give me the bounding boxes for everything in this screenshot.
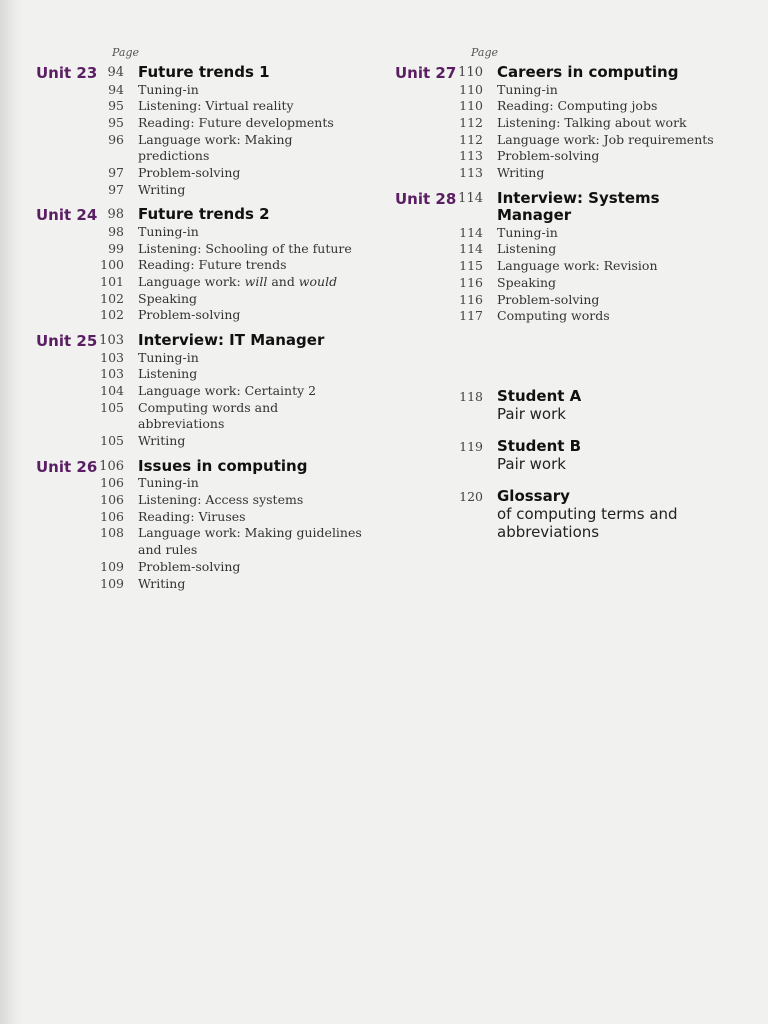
entry-text: Listening [138,366,198,382]
contents-entry [36,576,366,593]
contents-entry [36,274,366,291]
page-number: 101 [100,274,124,290]
extra-text [497,487,725,541]
contents-entry [395,292,725,309]
contents-entry [36,509,366,526]
page-number: 110 [459,98,483,114]
extra-title: Student B [497,436,582,455]
extra-section [395,487,725,541]
page-number: 116 [459,274,483,290]
page-number: 109 [100,575,124,591]
page-number: 119 [459,438,483,454]
page-number: 112 [459,131,483,147]
page-number: 103 [99,333,124,349]
entry-text: Language work: Job requirements [497,131,714,147]
entry-text: Tuning-in [497,81,558,97]
entry-text: Language work: Certainty 2 [138,383,317,399]
entry-text: Tuning-in [497,224,558,240]
unit-label: Unit 25 [36,332,98,351]
entry-text: Tuning-in [138,475,199,491]
page-number: 98 [107,207,124,223]
page-column-header: Page [112,46,140,59]
contents-entry [36,433,366,450]
entry-text: Reading: Future developments [138,114,334,130]
entry-text: Problem-solving [497,291,600,307]
entry-text: Tuning-in [138,81,199,97]
entry-text: Computing words and abbreviations [138,399,279,432]
unit-title: Issues in computing [138,456,308,475]
extras-list [395,387,725,541]
contents-entry [36,307,366,324]
contents-entry [36,82,366,99]
page-number: 100 [100,257,124,273]
contents-entry [36,132,366,165]
page-number: 106 [100,475,124,491]
entry-text: Listening: Virtual reality [138,98,294,114]
page-number: 118 [459,388,483,404]
page-number: 97 [108,181,124,197]
extra-text [497,387,725,423]
page-number: 114 [458,190,483,206]
page-number: 108 [100,525,124,541]
contents-entry [36,257,366,274]
contents-entry [36,182,366,199]
entry-text: Language work: Revision [497,258,658,274]
page-number: 114 [459,224,483,240]
unit-section [36,206,366,324]
unit-title: Careers in computing [497,63,679,81]
page-number: 99 [108,240,124,256]
extra-text [497,437,725,473]
entry-text: Problem-solving [497,148,600,164]
page-number: 106 [100,492,124,508]
unit-label: Unit 24 [36,206,98,225]
extra-subtitle: Pair work [497,404,566,423]
page-number: 94 [108,81,124,97]
contents-entry [36,165,366,182]
page-number: 97 [108,165,124,181]
entry-text: Writing [138,433,186,449]
contents-entry [36,400,366,433]
page-gutter-shadow [0,0,22,1024]
unit-label: Unit 28 [395,189,457,208]
contents-entry [395,132,725,149]
page-number: 98 [108,223,124,239]
page-number: 110 [458,65,483,80]
entry-text: Problem-solving [138,165,241,181]
contents-column-left [36,46,366,600]
page-number: 116 [459,291,483,307]
contents-entry [36,115,366,132]
entry-text: Computing words [497,308,610,324]
entry-text: Reading: Viruses [138,508,246,524]
contents-entry [36,559,366,576]
page-number: 102 [100,307,124,323]
entry-text: Tuning-in [138,349,199,365]
extra-subtitle: of computing terms and abbreviations [497,504,678,541]
page-number: 109 [100,558,124,574]
contents-entry [395,308,725,325]
page-number: 103 [100,349,124,365]
page-number: 102 [100,290,124,306]
extra-title: Glossary [497,486,570,505]
entry-text: Language work: Making guidelines and rules [138,525,362,558]
contents-entry [395,165,725,182]
entry-text: Reading: Future trends [138,257,287,273]
contents-entry [36,224,366,241]
page-number: 114 [459,241,483,257]
contents-entry [36,366,366,383]
contents-entry [36,241,366,258]
extra-subtitle: Pair work [497,454,566,473]
page-number: 103 [100,366,124,382]
contents-entry [36,98,366,115]
unit-title: Interview: Systems Manager [497,188,660,225]
contents-entry [395,241,725,258]
page-number: 105 [100,399,124,415]
entry-text: Tuning-in [138,223,199,239]
contents-entry [36,350,366,367]
page-number: 96 [108,131,124,147]
unit-title: Future trends 1 [138,63,270,81]
page-number: 94 [107,65,124,80]
unit-list-left [36,64,366,592]
entry-text: Speaking [138,290,198,306]
page-number: 117 [459,308,483,324]
contents-entry [36,383,366,400]
entry-text: Problem-solving [138,558,241,574]
contents-entry [36,291,366,308]
entry-text: Language work: Making predictions [138,131,293,164]
contents-entry [395,82,725,99]
unit-label: Unit 26 [36,457,98,476]
unit-section [395,64,725,182]
entry-text: Language work: will and would [138,274,338,290]
unit-section [395,190,725,325]
page-number: 115 [459,258,483,274]
unit-section [36,64,366,198]
contents-entry [395,258,725,275]
page-number: 110 [459,81,483,97]
page-number: 104 [100,383,124,399]
contents-entry [395,115,725,132]
entry-text: Listening [497,241,557,257]
page-number: 95 [108,114,124,130]
contents-entry [36,525,366,558]
unit-label: Unit 23 [36,64,98,82]
extra-section [395,437,725,473]
contents-column-right [395,46,725,541]
entry-text: Writing [138,575,186,591]
page-number: 95 [108,98,124,114]
unit-title: Interview: IT Manager [138,331,325,350]
page-column-header: Page [471,46,499,59]
page-number: 105 [100,433,124,449]
page-number: 112 [459,114,483,130]
entry-text: Listening: Talking about work [497,114,687,130]
entry-text: Writing [138,181,186,197]
page-number: 113 [459,148,483,164]
contents-entry [36,492,366,509]
contents-entry [395,98,725,115]
extra-title: Student A [497,386,582,405]
unit-title: Future trends 2 [138,205,270,224]
extra-section [395,387,725,423]
contents-entry [395,275,725,292]
contents-entry [395,225,725,242]
entry-text: Listening: Schooling of the future [138,240,352,256]
unit-section [36,458,366,592]
entry-text: Reading: Computing jobs [497,98,658,114]
unit-label: Unit 27 [395,64,457,82]
entry-text: Problem-solving [138,307,241,323]
contents-entry [395,148,725,165]
entry-text: Writing [497,165,545,181]
unit-section [36,332,366,450]
page-number: 120 [459,488,483,504]
page-number: 106 [100,508,124,524]
entry-text: Listening: Access systems [138,492,304,508]
page-number: 113 [459,165,483,181]
page-number: 106 [99,458,124,474]
entry-text: Speaking [497,274,557,290]
unit-list-right [395,64,725,325]
contents-entry [36,475,366,492]
